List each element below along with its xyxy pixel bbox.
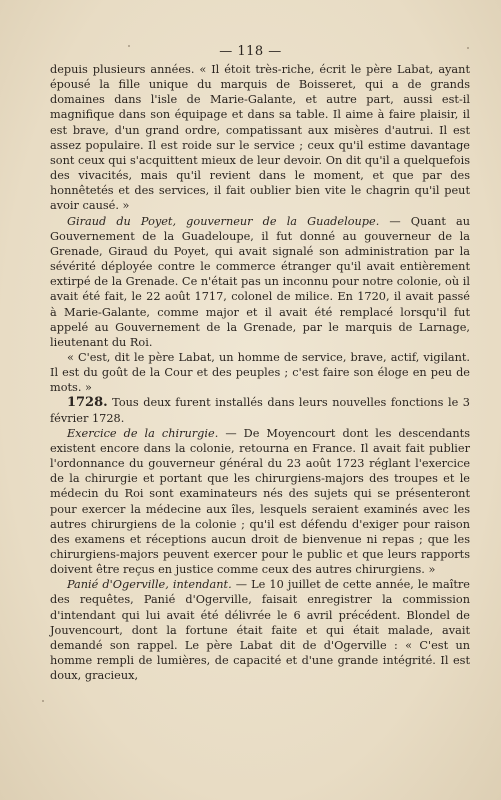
paragraph-text: « C'est, dit le père Labat, un homme de service, brave, actif, vigilant. Il est du goût de la Cour et des peuples ; c'est faire son éloge en peu de mots. »	[50, 350, 470, 395]
paragraph-ogerville	[50, 577, 470, 683]
paragraph-giraud-du-poyet	[50, 214, 470, 350]
section-heading: Panié d'Ogerville, intendant.	[66, 578, 232, 592]
year-heading: 1728.	[66, 395, 108, 411]
section-heading: Exercice de la chirurgie.	[66, 426, 219, 440]
paragraph-text: — De Moyencourt dont les descendants existent encore dans la colonie, retourna en France. Il avait fait publier l'ordonnance du gouverneur général du 23 août 1723 réglant l'exercice de la chirurgie et portant que les chirurgiens-majors des troupes et le médecin du Roi sont examinateurs nés des sujets qui se présenteront pour exercer la médecine aux îles, lesquels seraient examinés avec les autres chirurgiens de la colonie ; qu'il est défendu d'exiger pour raison des examens et réceptions aucun droit de bienvenue ni repas ; que les chirurgiens-majors peuvent exercer pour le public et que leurs rapports doivent être reçus en justice comme ceux des autres chirurgiens. »	[50, 426, 471, 577]
paragraph-text: — Quant au Gouvernement de la Guadeloupe, il fut donné au gouverneur de la Grenade, Giraud du Poyet, qui avait signalé son administration par la sévérité déployée contre le commerce étranger qu'il avait entièrement extirpé de la Grenade. Ce n'était pas un inconnu pour notre colonie, où il avait été fait, le 22 août 1717, colonel de milice. En 1720, il avait passé à Marie-Galante, comme major et il avait été remplacé lorsqu'il fut appelé au Gouvernement de la Grenade, par le marquis de Larnage, lieutenant du Roi.	[50, 214, 470, 349]
paragraph-boisseret-portrait	[50, 62, 470, 214]
paragraph-chirurgie	[50, 426, 470, 578]
paragraph-text: — Le 10 juillet de cette année, le maître des requêtes, Panié d'Ogerville, faisait enregistrer la commission d'intendant qui lui avait été délivrée le 6 avril précédent. Blondel de Jouvencourt, dont la fortune était faite et qui était malade, avait demandé son rappel. Le père Labat dit de d'Ogerville : « C'est un homme rempli de lumières, de capacité et d'une grande intégrité. Il est doux, gracieux,	[50, 578, 470, 683]
body-text	[50, 62, 470, 683]
section-heading: Giraud du Poyet, gouverneur de la Guadeloupe.	[66, 214, 380, 228]
page-number: — 118 —	[219, 44, 282, 59]
paragraph-text: Tous deux furent installés dans leurs nouvelles fonctions le 3 février 1728.	[50, 396, 470, 425]
paragraph-labat-quote	[50, 350, 470, 395]
paper-speck	[42, 700, 44, 702]
paragraph-text: depuis plusieurs années. « Il étoit très-riche, écrit le père Labat, ayant épousé la fille unique du marquis de Boisseret, qui a de grands domaines dans l'isle de Marie-Galante, et autre part, aussi est-il magnifique dans son équipage et dans sa table. Il aime à faire plaisir, il est brave, d'un grand ordre, compatissant aux misères d'autrui. Il est assez populaire. Il est roide sur le service ; ceux qu'il estime davantage sont ceux qui s'acquittent mieux de leur devoir. On dit qu'il a quelquefois des vivacités, mais qu'il revient dans le moment, et que par des honnêtetés et des services, il fait oublier bien vite le chagrin qu'il peut avoir causé. »	[50, 63, 470, 213]
paragraph-1728	[50, 395, 470, 425]
